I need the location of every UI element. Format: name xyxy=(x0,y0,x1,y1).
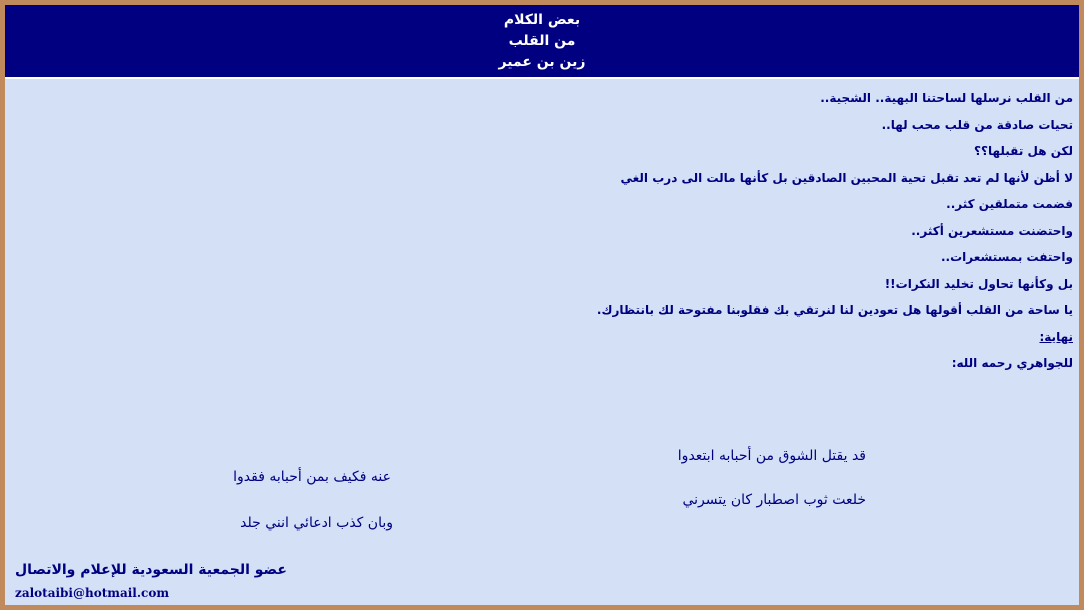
body-line: تحيات صادقة من قلب محب لها.. xyxy=(881,117,1073,132)
body-line: فضمت متملقين كثر.. xyxy=(946,197,1073,211)
author-affiliation: عضو الجمعية السعودية للإعلام والاتصال xyxy=(15,562,287,578)
poem-verse-1-right: قد يقتل الشوق من أحبابه ابتعدوا xyxy=(677,448,866,464)
body-line: بل وكأنها تحاول تخليد النكرات!! xyxy=(884,276,1073,291)
body-line: واحتفت بمستشعرات.. xyxy=(940,250,1073,264)
header-title: بعض الكلام xyxy=(503,12,581,28)
body-line: من القلب نرسلها لساحتنا البهية.. الشجية.. xyxy=(820,91,1073,105)
ending-label xyxy=(13,328,1073,355)
poem-verse-2-right: خلعت ثوب اصطبار كان يتسرني xyxy=(682,492,866,508)
body-line: واحتضنت مستشعرين أكثر.. xyxy=(911,223,1073,238)
attribution: للجواهري رحمه الله: xyxy=(951,356,1073,370)
body-line: يا ساحة من القلب أقولها هل تعودين لنا لنرتقي بك فقلوبنا مفتوحة لك بانتظارك. xyxy=(596,303,1073,317)
article-body xyxy=(13,89,1073,381)
ending-label-text: نهاية: xyxy=(1039,329,1073,344)
poem-verse-2-left: وبان كذب ادعائي انني جلد xyxy=(240,515,393,531)
article-header xyxy=(5,5,1079,79)
header-author: زين بن عمير xyxy=(498,54,586,70)
article-frame xyxy=(5,5,1079,605)
body-line: لكن هل تقبلها؟؟ xyxy=(974,144,1073,158)
header-subtitle: من القلب xyxy=(508,33,576,49)
poem-verse-1-left: عنه فكيف بمن أحبابه فقدوا xyxy=(233,469,391,485)
body-line: لا أظن لأنها لم تعد تقبل تحية المحبين الصادقين بل كأنها مالت الى درب الغي xyxy=(620,170,1073,185)
author-email[interactable]: zalotaibi@hotmail.com xyxy=(15,586,170,600)
